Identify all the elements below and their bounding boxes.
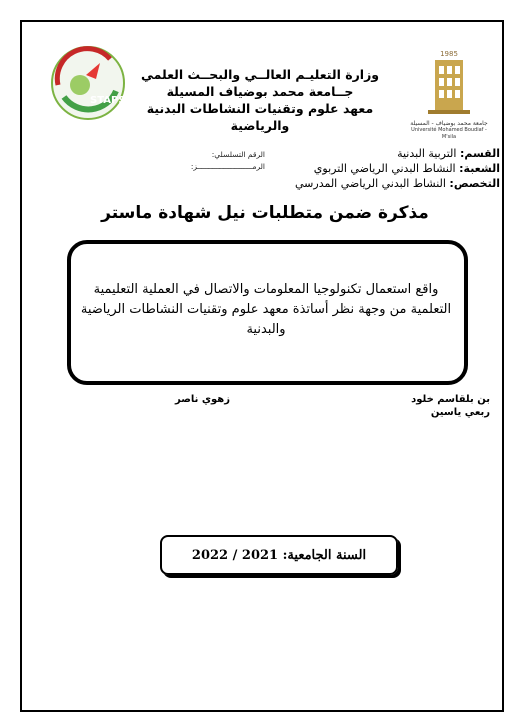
specialty-label: التخصص:	[449, 177, 500, 190]
logo-year: 1985	[440, 50, 458, 58]
institution-header	[130, 66, 390, 134]
svg-text:STAPS: STAPS	[90, 95, 126, 106]
specialty-value: النشاط البدني الرياضي المدرسي	[295, 177, 450, 190]
code-label: الرمـــــــــــــــــــــــــز:	[190, 162, 265, 171]
department-value: التربية البدنية	[397, 147, 460, 160]
university-caption-ar: جامعة محمد بوضياف - المسيلة	[410, 120, 488, 127]
students-list	[350, 393, 490, 419]
student-name: ربعي ياسين	[430, 407, 490, 418]
branch-value: النشاط البدني الرياضي التربوي	[313, 162, 460, 175]
specialty-line	[200, 176, 500, 191]
institute-logo	[50, 45, 126, 121]
supervisor-name: زهوي ناصر	[175, 394, 230, 405]
university-name: جــامعة محمد بوضياف المسيلة	[166, 84, 354, 99]
branch-label: الشعبة:	[459, 162, 500, 175]
academic-year: السنة الجامعية: 2021 / 2022	[191, 547, 367, 563]
university-caption-en: Université Mohamed Boudiaf - M'sila	[411, 127, 487, 140]
ministry-name: وزارة التعليـم العالــي والبحــث العلمي	[140, 67, 380, 82]
serial-block	[155, 149, 265, 173]
academic-year-box	[160, 535, 398, 575]
page-title: مذكرة ضمن متطلبات نيل شهادة ماستر	[101, 203, 429, 223]
student-name: بن بلقاسم خلود	[411, 394, 490, 405]
university-logo	[404, 48, 494, 140]
department-label: القسم:	[459, 147, 500, 160]
serial-number-label: الرقم التسلسلي:	[211, 150, 265, 159]
thesis-topic: واقع استعمال تكنولوجيا المعلومات والاتصال في العملية التعليمية التعلمية من وجهة نظر أساتذة معهد علوم وتقنيات النشاطات الرياضية والبدنية	[80, 282, 452, 337]
institute-name: معهد علوم وتقنيات النشاطات البدنية والرياضية	[146, 101, 374, 133]
